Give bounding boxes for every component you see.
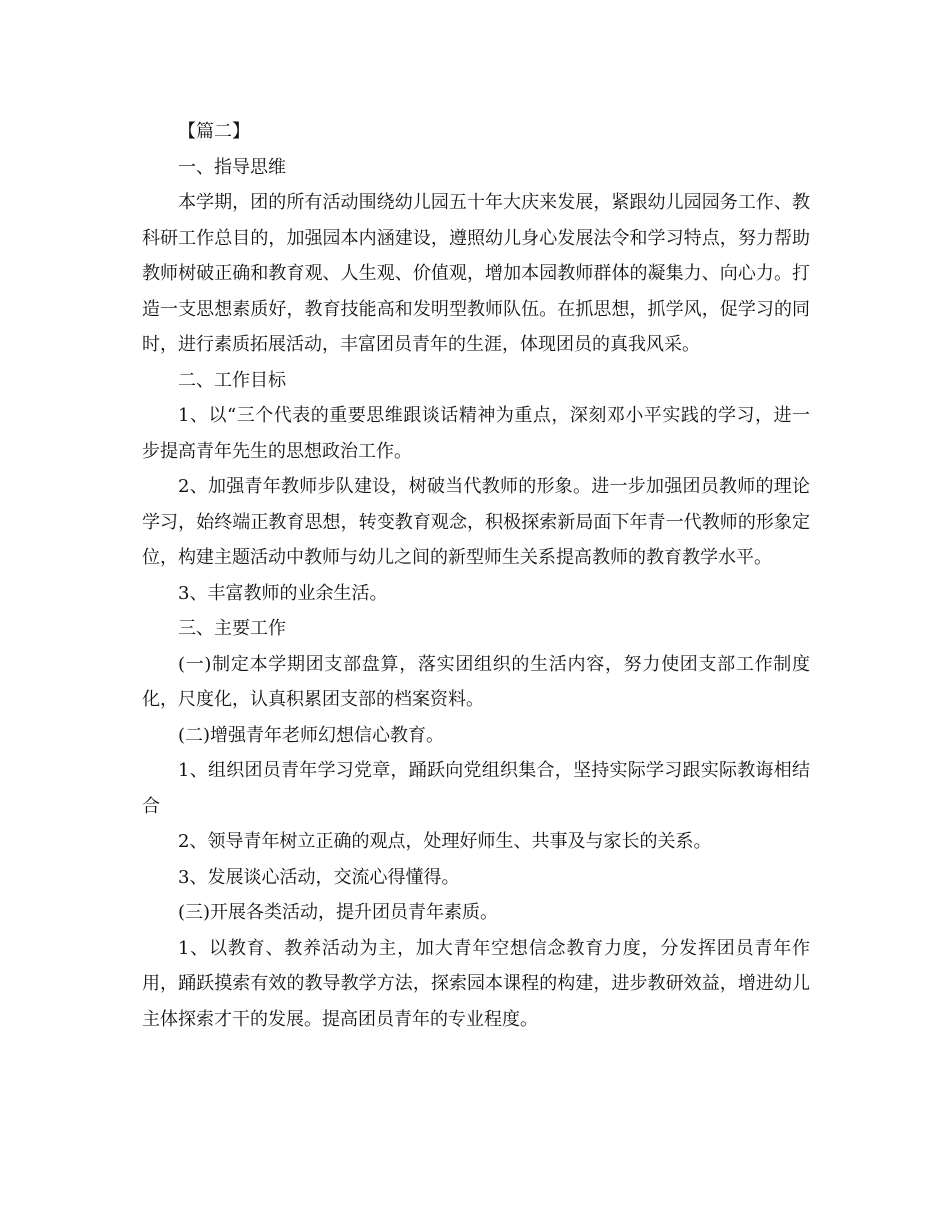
work-item-3-title: (三)开展各类活动，提升团员青年素质。 bbox=[178, 902, 499, 923]
goal-item-2: 2、加强青年教师步队建设，树破当代教师的形象。进一步加强团员教师的理论学习，始终端正教育思想，转变教育观念，积极探索新局面下年青一代教师的形象定位，构建主题活动中教师与幼儿之间的新型师生关系提高教师的教育教学水平。 bbox=[142, 476, 810, 568]
work-item-3-sub-1: 1、以教育、教养活动为主，加大青年空想信念教育力度，分发挥团员青年作用，踊跃摸索有效的教导教学方法，探索园本课程的构建，进步教研效益，增进幼儿主体探索才干的发展。提高团员青年的专业程度。 bbox=[142, 937, 810, 1030]
work-item-2-sub-3: 3、发展谈心活动，交流心得懂得。 bbox=[178, 866, 460, 888]
goal-item-1: 1、以“三个代表的重要思维跟谈话精神为重点，深刻邓小平实践的学习，进一步提高青年先生的思想政治工作。 bbox=[142, 405, 810, 462]
document-body bbox=[142, 114, 810, 1037]
work-item-1: (一)制定本学期团支部盘算，落实团组织的生活内容，努力使团支部工作制度化，尺度化，认真积累团支部的档案资料。 bbox=[142, 653, 810, 710]
paragraph-guiding-thought: 本学期，团的所有活动围绕幼儿园五十年大庆来发展，紧跟幼儿园园务工作、教科研工作总目的，加强园本内涵建设，遵照幼儿身心发展法令和学习特点，努力帮助教师树破正确和教育观、人生观、价值观，增加本园教师群体的凝集力、向心力。打造一支思想素质好，教育技能高和发明型教师队伍。在抓思想，抓学风，促学习的同时，进行素质拓展活动，丰富团员青年的生涯，体现团员的真我风采。 bbox=[142, 192, 810, 355]
heading-guiding-thought: 一、指导思维 bbox=[178, 156, 286, 178]
section-title: 【篇二】 bbox=[178, 121, 250, 142]
goal-item-3: 3、丰富教师的业余生活。 bbox=[178, 582, 388, 604]
work-item-2-sub-1: 1、组织团员青年学习党章，踊跃向党组织集合，坚持实际学习跟实际教诲相结合 bbox=[142, 760, 810, 817]
heading-main-work: 三、主要工作 bbox=[178, 618, 286, 639]
work-item-2-title: (二)增强青年老师幻想信心教育。 bbox=[178, 724, 445, 746]
heading-work-goals: 二、工作目标 bbox=[178, 369, 286, 391]
work-item-2-sub-2: 2、领导青年树立正确的观点，处理好师生、共事及与家长的关系。 bbox=[178, 831, 712, 852]
